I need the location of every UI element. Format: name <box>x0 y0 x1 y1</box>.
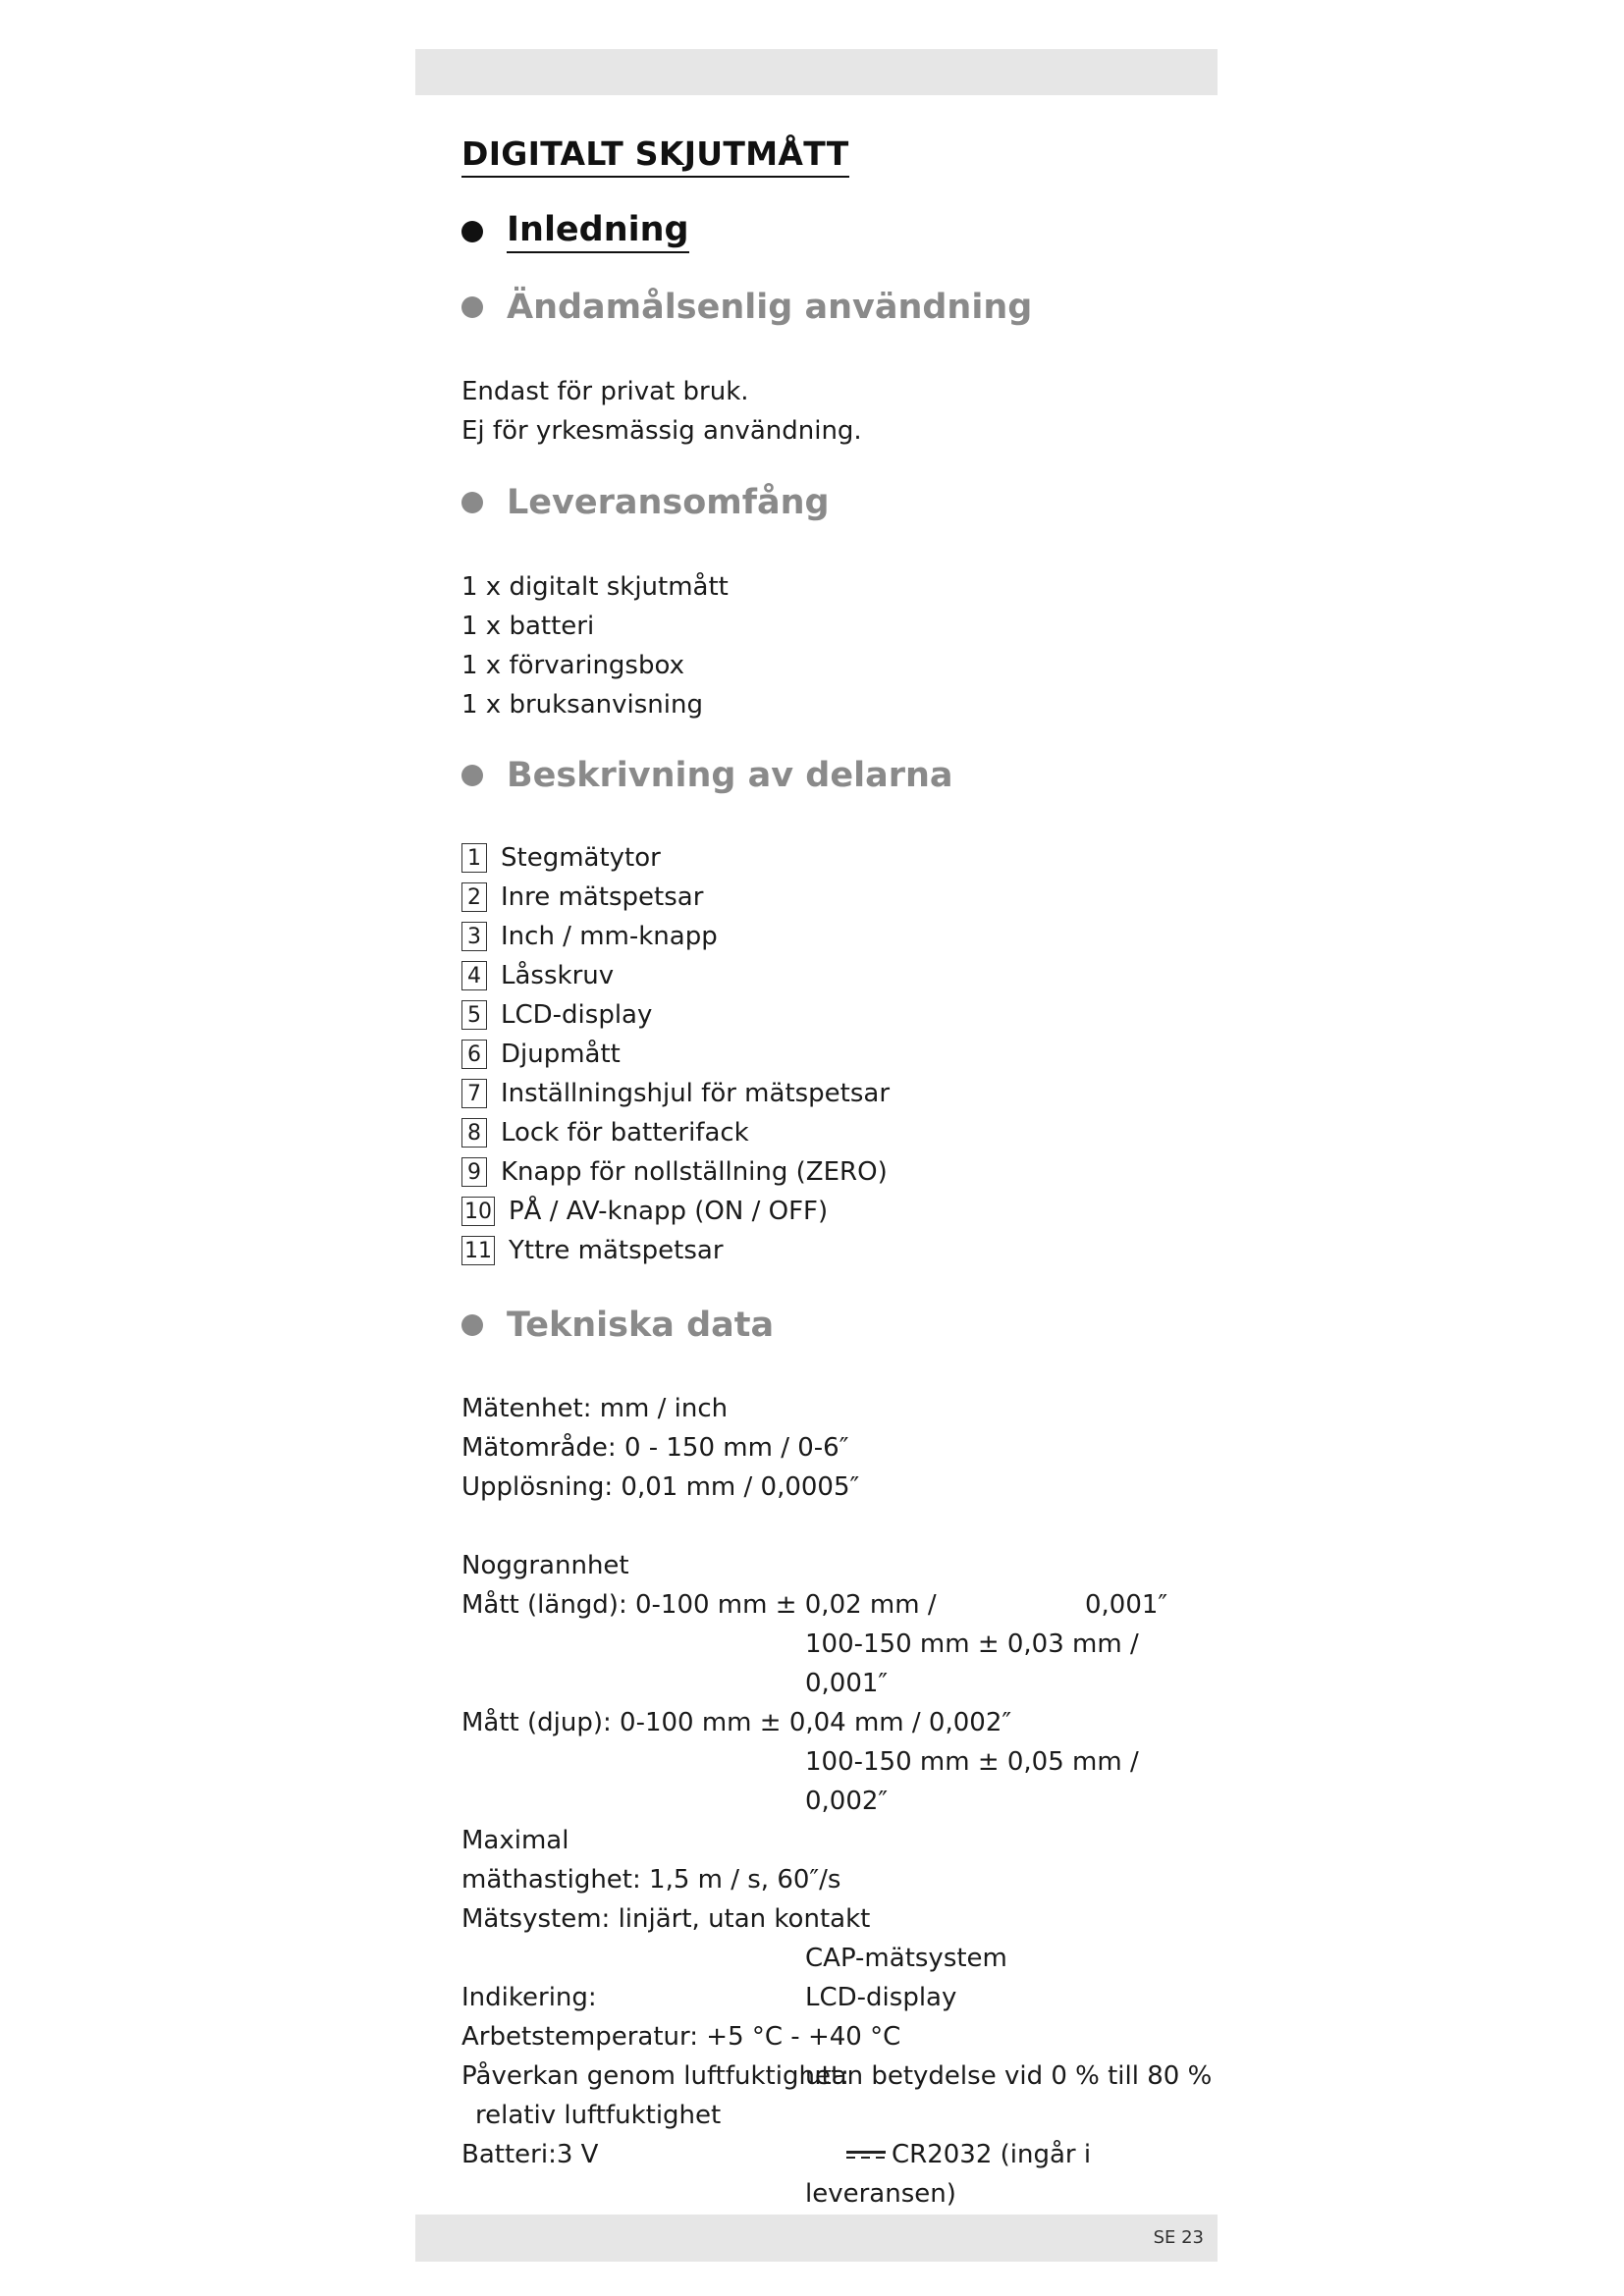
part-item <box>461 1040 621 1069</box>
heading-delivery <box>461 483 830 522</box>
tech-length-line3: 0,001″ <box>805 1669 889 1698</box>
tech-depth-line3: 0,002″ <box>805 1787 889 1816</box>
tech-humidity-label: Påverkan genom luftfuktighet: <box>461 2061 849 2091</box>
part-number: 3 <box>461 922 487 951</box>
heading-tech-data-label: Tekniska data <box>507 1306 775 1345</box>
tech-system-line2: CAP-mätsystem <box>805 1944 1007 1973</box>
tech-battery-line2: leveransen) <box>805 2179 956 2209</box>
tech-length-value: 0,001″ <box>1085 1590 1168 1620</box>
use-line: Ej för yrkesmässig användning. <box>461 416 862 446</box>
part-number: 5 <box>461 1000 487 1030</box>
tech-humidity-value: utan betydelse vid 0 % till 80 % <box>805 2061 1213 2091</box>
part-label: Inch / mm-knapp <box>501 922 718 951</box>
heading-introduction <box>461 210 689 253</box>
part-label: Djupmått <box>501 1040 621 1069</box>
heading-delivery-label: Leveransomfång <box>507 483 830 522</box>
tech-max-line2: mäthastighet: 1,5 m / s, 60″/s <box>461 1865 841 1895</box>
bullet-icon <box>461 492 483 513</box>
tech-indication-label: Indikering: <box>461 1983 597 2012</box>
tech-depth-line2: 100-150 mm ± 0,05 mm / <box>805 1747 1139 1777</box>
tech-length-line2: 100-150 mm ± 0,03 mm / <box>805 1629 1139 1659</box>
heading-parts-label: Beskrivning av delarna <box>507 756 953 795</box>
tech-depth-label: Mått (djup): 0-100 mm ± 0,04 mm / 0,002″ <box>461 1708 1012 1737</box>
part-number: 2 <box>461 882 487 912</box>
tech-battery-value-text: CR2032 (ingår i <box>892 2140 1092 2169</box>
tech-battery-label: Batteri:3 V <box>461 2140 599 2169</box>
part-number: 4 <box>461 961 487 990</box>
tech-accuracy-heading: Noggrannhet <box>461 1551 629 1580</box>
part-item <box>461 1079 890 1108</box>
part-label: Yttre mätspetsar <box>509 1236 724 1265</box>
part-item <box>461 1118 749 1148</box>
bullet-icon <box>461 1314 483 1336</box>
tech-resolution: Upplösning: 0,01 mm / 0,0005″ <box>461 1472 860 1502</box>
tech-temperature: Arbetstemperatur: +5 °C - +40 °C <box>461 2022 901 2052</box>
part-label: Inställningshjul för mätspetsar <box>501 1079 891 1108</box>
part-label: LCD-display <box>501 1000 653 1030</box>
part-number: 6 <box>461 1040 487 1069</box>
part-item <box>461 1197 828 1226</box>
part-item <box>461 1157 888 1187</box>
part-item <box>461 961 614 990</box>
tech-battery-value <box>846 2140 1091 2169</box>
heading-intended-use <box>461 288 1032 327</box>
tech-length-label: Mått (längd): 0-100 mm ± 0,02 mm / <box>461 1590 937 1620</box>
heading-introduction-label: Inledning <box>507 210 689 253</box>
part-label: Lock för batterifack <box>501 1118 749 1148</box>
page-number: SE 23 <box>1153 2227 1204 2248</box>
part-label: Låsskruv <box>501 961 615 990</box>
tech-indication-value: LCD-display <box>805 1983 957 2012</box>
dc-current-icon <box>846 2151 886 2159</box>
bullet-icon <box>461 296 483 318</box>
heading-tech-data <box>461 1306 774 1345</box>
bullet-icon <box>461 221 483 242</box>
delivery-item: 1 x digitalt skjutmått <box>461 572 729 602</box>
bullet-icon <box>461 765 483 786</box>
part-number: 10 <box>461 1197 495 1226</box>
header-band <box>415 49 1218 95</box>
heading-intended-use-label: Ändamålsenlig användning <box>507 288 1033 327</box>
tech-unit: Mätenhet: mm / inch <box>461 1394 729 1423</box>
document-title: DIGITALT SKJUTMÅTT <box>461 134 849 178</box>
footer-band <box>415 2215 1218 2262</box>
tech-humidity-line2: relativ luftfuktighet <box>475 2101 722 2130</box>
part-item <box>461 1236 724 1265</box>
part-label: Inre mätspetsar <box>501 882 704 912</box>
part-number: 11 <box>461 1236 495 1265</box>
heading-parts <box>461 756 953 795</box>
part-number: 9 <box>461 1157 487 1187</box>
part-label: PÅ / AV-knapp (ON / OFF) <box>509 1197 829 1226</box>
part-number: 7 <box>461 1079 487 1108</box>
part-number: 1 <box>461 843 487 873</box>
tech-system-line1: Mätsystem: linjärt, utan kontakt <box>461 1904 871 1934</box>
part-item <box>461 922 718 951</box>
part-label: Knapp för nollställning (ZERO) <box>501 1157 888 1187</box>
delivery-item: 1 x batteri <box>461 612 595 641</box>
part-label: Stegmätytor <box>501 843 661 873</box>
part-item <box>461 882 703 912</box>
part-item <box>461 843 661 873</box>
tech-range: Mätområde: 0 - 150 mm / 0-6″ <box>461 1433 849 1463</box>
tech-max-line1: Maximal <box>461 1826 569 1855</box>
delivery-item: 1 x bruksanvisning <box>461 690 703 720</box>
part-number: 8 <box>461 1118 487 1148</box>
part-item <box>461 1000 652 1030</box>
delivery-item: 1 x förvaringsbox <box>461 651 684 680</box>
use-line: Endast för privat bruk. <box>461 377 749 406</box>
